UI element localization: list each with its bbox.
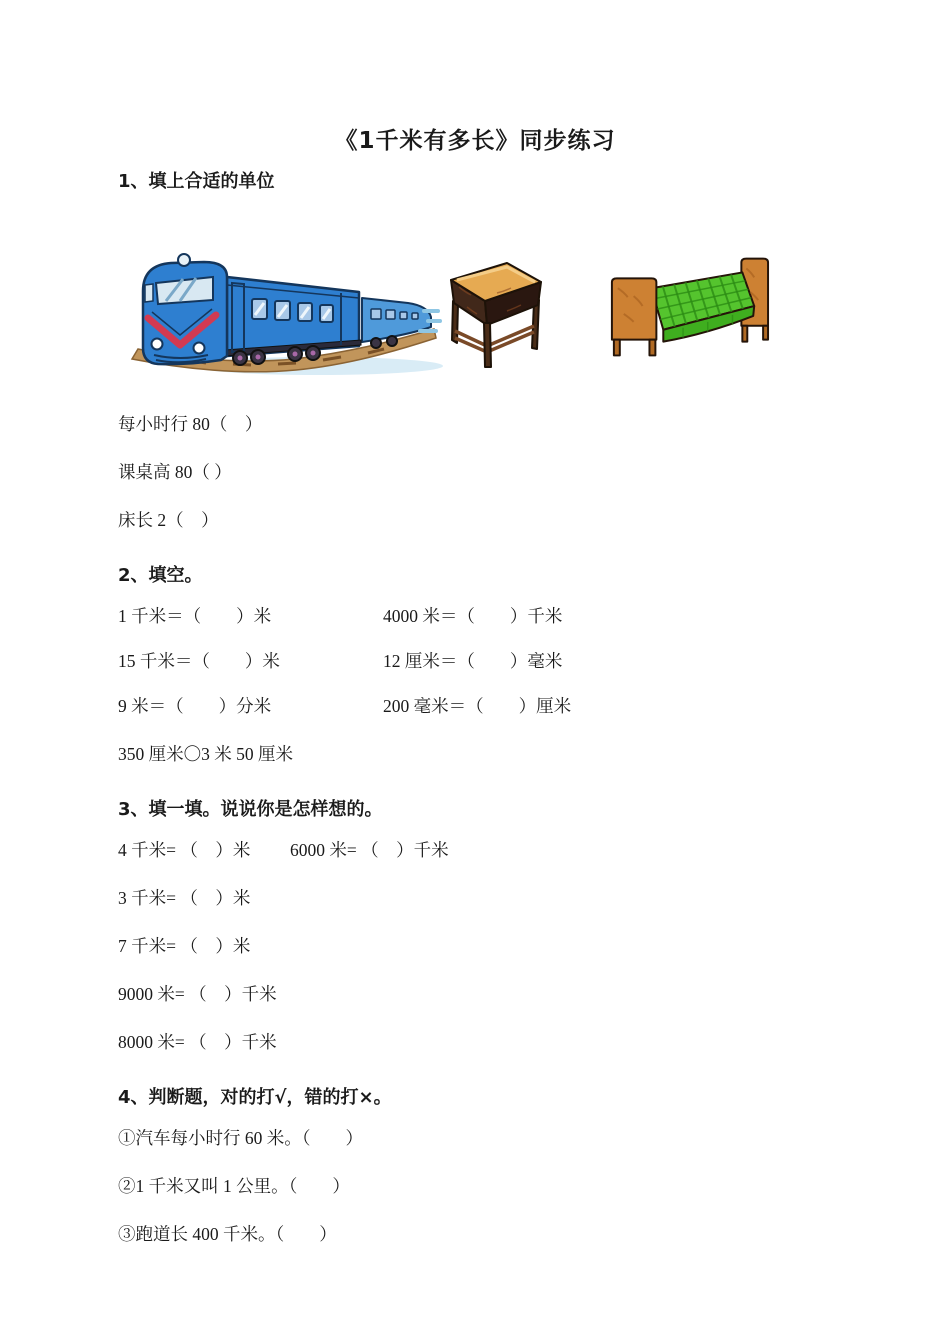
fill-think-line: 8000 米= （ ）千米: [118, 1032, 277, 1052]
unit-line-train-speed: 每小时行 80（ ）: [118, 414, 263, 434]
compare-line: 350 厘米〇3 米 50 厘米: [118, 744, 293, 764]
section-1-heading: 1、填上合适的单位: [118, 171, 275, 192]
bed-illustration: [604, 252, 772, 364]
fill-blank-row: [118, 696, 950, 716]
fill-think-line: 9000 米= （ ）千米: [118, 984, 277, 1004]
train-illustration: [128, 243, 443, 378]
fill-blank-row: [118, 651, 950, 671]
section-3-heading: 3、填一填。说说你是怎样想的。: [118, 799, 383, 820]
judge-line-2: ②1 千米又叫 1 公里。（ ）: [118, 1176, 350, 1196]
unit-line-desk-height: 课桌高 80（ ）: [118, 462, 232, 482]
fill-think-left: 4 千米= （ ）米: [118, 840, 251, 860]
unit-line-bed-length: 床长 2（ ）: [118, 510, 219, 530]
page-title: 《1千米有多长》同步练习: [334, 128, 616, 154]
fill-blank-left: 15 千米＝（ ）米: [118, 651, 280, 671]
fill-think-right: 6000 米= （ ）千米: [290, 840, 449, 860]
fill-think-row: [118, 840, 950, 860]
fill-think-line: 3 千米= （ ）米: [118, 888, 251, 908]
fill-blank-left: 1 千米＝（ ）米: [118, 606, 272, 626]
section-2-heading: 2、填空。: [118, 565, 203, 586]
fill-blank-left: 9 米＝（ ）分米: [118, 696, 272, 716]
section-4-heading: 4、判断题，对的打√，错的打×。: [118, 1087, 392, 1108]
judge-line-3: ③跑道长 400 千米。（ ）: [118, 1224, 337, 1244]
judge-line-1: ①汽车每小时行 60 米。（ ）: [118, 1128, 363, 1148]
desk-illustration: [437, 251, 552, 371]
fill-think-line: 7 千米= （ ）米: [118, 936, 251, 956]
fill-blank-right: 4000 米＝（ ）千米: [383, 606, 563, 626]
fill-blank-row: [118, 606, 950, 626]
fill-blank-right: 200 毫米＝（ ）厘米: [383, 696, 572, 716]
illustration-row: [128, 240, 950, 378]
fill-blank-right: 12 厘米＝（ ）毫米: [383, 651, 563, 671]
